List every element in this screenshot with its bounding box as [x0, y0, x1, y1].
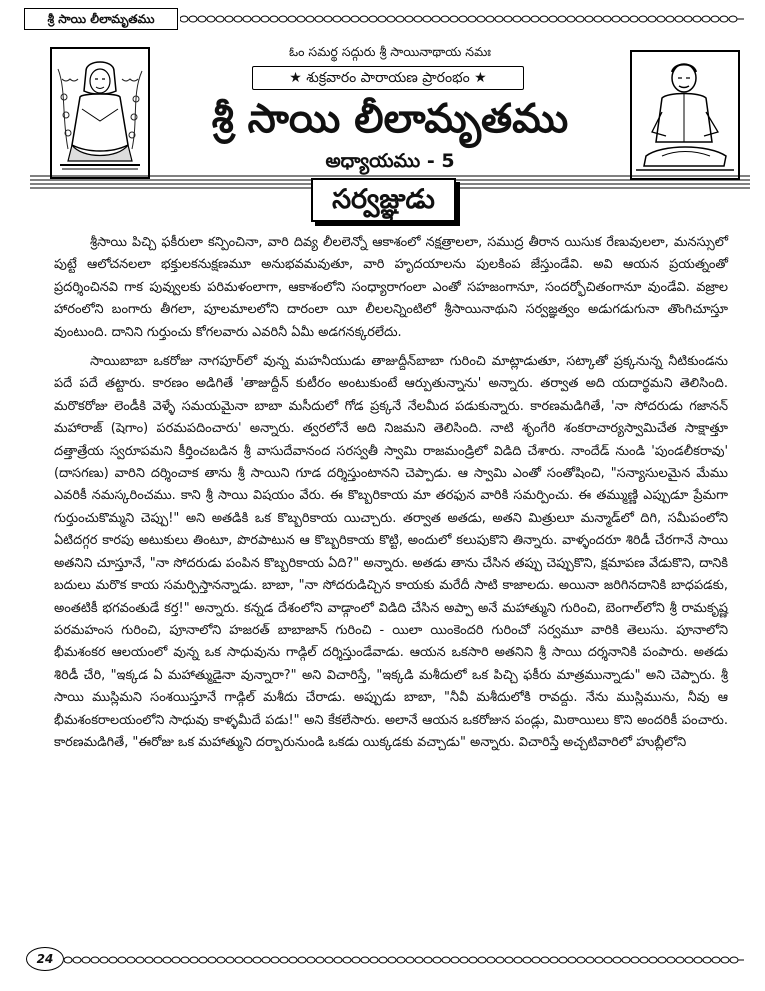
- chain-link: [415, 957, 423, 963]
- chain-link: [693, 16, 701, 22]
- chain-link: [262, 957, 270, 963]
- chain-link: [513, 16, 521, 22]
- chain-link: [558, 16, 566, 22]
- paragraph: శ్రీసాయి పిచ్చి ఫకీరులా కన్పించినా, వారి దివ్య లీలలెన్నో ఆకాశంలో నక్షత్రాలలా, సముద్ర తీరాన యిసుక రేణువులలా, మనస్సులో పుట్టే ఆలోచనలలా భక్తులకనుక్షణమూ అనుభవమవుతూ, వారి హృదయాలను పులకింప జేస్తుండేవి. అవి ఆయన ప్రయత్నంతో ప్రదర్శించినవి గాక పువ్వులకు పరిమళంలాగా, ఆకాశంలోని సంధ్యారాగంలా ఎంతో సహజంగానూ, సందర్భోచితంగానూ వుండేవి. వజ్రాల హారంలోని బంగారు తీగలా, పూలమాలలోని దారంలా యీ లీలలన్నింటిలో శ్రీసాయినాథుని సర్వజ్ఞత్వం అడుగడుగునా తొంగిచూస్తూ వుంటుంది. దానిని గుర్తుంచు కోగలవారు ఎవరినీ ఏమీ అడగనక్కరలేదు.: [54, 235, 728, 340]
- chain-link: [423, 16, 431, 22]
- chain-link: [496, 957, 504, 963]
- chain-link: [288, 16, 296, 22]
- chain-link: [729, 16, 737, 22]
- chain-link: [73, 957, 81, 963]
- chain-link: [298, 957, 306, 963]
- chain-link: [504, 16, 512, 22]
- chain-link: [154, 957, 162, 963]
- chain-link: [360, 16, 368, 22]
- chain-link: [315, 16, 323, 22]
- chain-link: [676, 957, 684, 963]
- chain-link: [612, 16, 620, 22]
- chain-link: [694, 957, 702, 963]
- chain-link: [585, 16, 593, 22]
- chain-link: [730, 957, 738, 963]
- chain-link: [64, 957, 72, 963]
- chain-link: [370, 957, 378, 963]
- chain-link: [567, 16, 575, 22]
- chain-link: [630, 16, 638, 22]
- paragraph: సాయిబాబా ఒకరోజు నాగపూర్‌లో వున్న మహనీయుడు తాజుద్దీన్‌బాబా గురించి మాట్లాడుతూ, సట్కాతో ప్రక్కనున్న నీటికుండను పదే పదే తట్టారు. కారణం అడిగితే 'తాజుద్దీన్ కుటీరం అంటుకుంటే ఆర్పుతున్నాను' అన్నారు. తర్వాత అది యదార్థమని తెలిసింది. మరొకరోజు లెండీకి వెళ్ళే సమయమైనా బాబా మసీదులో గోడ ప్రక్కనే నేలమీద పడుకున్నారు. కారణమడిగితే, 'నా సోదరుడు గజానన్ మహారాజ్ (షెగాం) పరమపదించారు' అన్నారు. త్వరలోనే అది నిజమని తెలిసింది. నాటి శృంగేరి శంకరాచార్యస్వామిచేత సాక్షాత్తూ దత్తాత్రేయ స్వరూపమని కీర్తించబడిన శ్రీ వాసుదేవానంద సరస్వతీ స్వామి రాజమండ్రిలో విడిది చేశారు. నాందేడ్ నుండి 'పుండలీకరావు' (దాసగణు) వారిని దర్శించాక తాను శ్రీ సాయిని గూడ దర్శిస్తుంటానని చెప్పాడు. ఆ స్వామి ఎంతో సంతోషించి, "సన్యాసులమైన మేము ఎవరికీ నమస్కరించము. కాని శ్రీ సాయి విషయం వేరు. ఈ కొబ్బరికాయ మా తరఫున వారికి సమర్పించు. ఈ తమ్ముణ్ణి ఎప్పుడూ ప్రేమగా గుర్తుంచుకొమ్మని చెప్పు!" అని అతడికి ఒక కొబ్బరికాయ యిచ్చారు. తర్వాత అతడు, అతని మిత్రులూ మన్మాడ్‌లో దిగి, సమీపంలోని ఏటిదగ్గర కారపు అటుకులు తింటూ, పొరపాటున ఆ కొబ్బరికాయ కొట్టి, అందులో కలుపుకొని తిన్నారు. వాళ్ళందరూ శిరిడీ చేరగానే సాయి అతనిని చూస్తూనే, "నా సోదరుడు పంపిన కొబ్బరికాయ ఏది?" అన్నారు. అతడు తాను చేసిన తప్పు చెప్పుకొని, క్షమాపణ వేడుకొని, దానికి బదులు మరొక కాయ సమర్పిస్తానన్నాడు. బాబా, "నా సోదరుడిచ్చిన కాయకు మరేదీ సాటి కాజాలదు. అయినా జరిగినదానికి బాధపడకు, అంతటికీ భగవంతుడే కర్త!" అన్నారు. కన్నడ దేశంలోని వాడ్గాంలో విడిది చేసిన అప్పా అనే మహాత్ముని గురించి, బెంగాల్‌లోని శ్రీ రామకృష్ణ పరమహంస గురించి, పూనాలోని హజరత్ బాబాజాన్ గురించి - యిలా యింకెందరి గురించో సర్వమూ వారికి తెలుసు. పూనాలోని భీమశంకర ఆలయంలో వున్న ఒక సాధువును గాడ్గిల్ దర్శిస్తుండేవాడు. ఆయన ఒకసారి అతనిని శ్రీ సాయి దర్శనానికి పంపారు. అతడు శిరిడీ చేరి, "ఇక్కడ ఏ మహాత్ముడైనా వున్నారా?" అని విచారిస్తే, "ఇక్కడి మశీదులో ఒక పిచ్చి ఫకీరు మాత్రమున్నాడు" అని చెప్పారు. శ్రీ సాయి ముస్లిమని సంశయిస్తూనే గాడ్గిల్ మశీదు చేరాడు. అప్పుడు బాబా, "నీవీ మశీదులోకి రావద్దు. నేను ముస్లిమును, నీవు ఆ భీమశంకరాలయంలోని సాధువు కాళ్ళమీదే పడు!" అని కేకలేసారు. అలానే ఆయన ఒకరోజున పండ్లు, మిఠాయిలు కొని అందరికీ పంచారు. కారణమడిగితే, "ఈరోజు ఒక మహాత్ముని దర్బారునుండి ఒకడు యిక్కడకు వచ్చాడు" అన్నారు. విచారిస్తే అచ్చటివారిలో హుబ్లీలోని: [54, 354, 728, 750]
- chain-link: [244, 957, 252, 963]
- chain-link: [208, 957, 216, 963]
- chain-link: [459, 16, 467, 22]
- chain-link: [109, 957, 117, 963]
- chain-link: [325, 957, 333, 963]
- chain-link: [685, 957, 693, 963]
- chain-link: [586, 957, 594, 963]
- chain-link: [477, 16, 485, 22]
- chain-link: [243, 16, 251, 22]
- chain-link: [442, 957, 450, 963]
- chain-link: [531, 16, 539, 22]
- book-title: శ్రీ సాయి లీలామృతము: [211, 96, 569, 142]
- chain-link: [514, 957, 522, 963]
- chain-link: [271, 957, 279, 963]
- chain-link: [343, 957, 351, 963]
- chain-link: [432, 16, 440, 22]
- chain-link: [406, 957, 414, 963]
- chain-link: [666, 16, 674, 22]
- chain-link: [550, 957, 558, 963]
- chain-link: [541, 957, 549, 963]
- chain-link: [559, 957, 567, 963]
- chain-link: [640, 957, 648, 963]
- chain-link: [604, 957, 612, 963]
- chain-link: [487, 957, 495, 963]
- chain-link: [225, 16, 233, 22]
- chain-link: [675, 16, 683, 22]
- chain-link: [414, 16, 422, 22]
- chain-link: [91, 957, 99, 963]
- chain-link: [181, 957, 189, 963]
- book-tag: శ్రీ సాయి లీలామృతము: [24, 8, 178, 30]
- chain-link: [405, 16, 413, 22]
- chain-link: [261, 16, 269, 22]
- chain-link: [100, 957, 108, 963]
- chain-link: [639, 16, 647, 22]
- chain-link: [486, 16, 494, 22]
- chain-link: [378, 16, 386, 22]
- chain-link: [199, 957, 207, 963]
- chain-link: [189, 16, 197, 22]
- chain-link: [478, 957, 486, 963]
- sai-baba-portrait-icon: [50, 47, 150, 179]
- chain-border-icon: [180, 11, 744, 27]
- chain-link: [127, 957, 135, 963]
- chain-link: [333, 16, 341, 22]
- chain-link: [622, 957, 630, 963]
- chain-link: [703, 957, 711, 963]
- chain-link: [649, 957, 657, 963]
- chain-link: [532, 957, 540, 963]
- chapter-title: సర్వజ్ఞుడు: [311, 178, 456, 222]
- chain-link: [684, 16, 692, 22]
- chain-link: [279, 16, 287, 22]
- friday-banner: ★ శుక్రవారం పారాయణ ప్రారంభం ★: [252, 66, 524, 90]
- chain-link: [450, 16, 458, 22]
- invocation-line: ఓం సమర్థ సద్గురు శ్రీ సాయినాథాయ నమః: [288, 44, 492, 59]
- chain-link: [252, 16, 260, 22]
- chain-link: [540, 16, 548, 22]
- chain-link: [460, 957, 468, 963]
- chain-link: [234, 16, 242, 22]
- chain-link: [594, 16, 602, 22]
- chain-link: [316, 957, 324, 963]
- chain-link: [495, 16, 503, 22]
- chain-link: [307, 957, 315, 963]
- chain-link: [297, 16, 305, 22]
- chain-link: [270, 16, 278, 22]
- chain-link: [595, 957, 603, 963]
- chain-link: [549, 16, 557, 22]
- chain-link: [441, 16, 449, 22]
- chain-link: [613, 957, 621, 963]
- chain-link: [207, 16, 215, 22]
- chain-link: [577, 957, 585, 963]
- chain-link: [658, 957, 666, 963]
- chain-link: [603, 16, 611, 22]
- chain-link: [334, 957, 342, 963]
- chain-link: [433, 957, 441, 963]
- chain-link: [451, 957, 459, 963]
- chain-link: [424, 957, 432, 963]
- chain-link: [216, 16, 224, 22]
- chain-link: [172, 957, 180, 963]
- chain-link: [352, 957, 360, 963]
- chain-link: [136, 957, 144, 963]
- chain-link: [198, 16, 206, 22]
- chain-link: [712, 957, 720, 963]
- chain-link: [235, 957, 243, 963]
- chain-link: [387, 16, 395, 22]
- chapter-number: అధ్యాయము - 5: [325, 150, 455, 172]
- chain-link: [720, 16, 728, 22]
- chain-link: [505, 957, 513, 963]
- chain-link: [289, 957, 297, 963]
- chain-link: [253, 957, 261, 963]
- chain-link: [361, 957, 369, 963]
- chain-link: [369, 16, 377, 22]
- chain-link: [522, 16, 530, 22]
- chain-link: [702, 16, 710, 22]
- chain-link: [145, 957, 153, 963]
- chain-link: [721, 957, 729, 963]
- chain-link: [711, 16, 719, 22]
- chain-link: [648, 16, 656, 22]
- chain-link: [468, 16, 476, 22]
- chain-link: [226, 957, 234, 963]
- chain-link: [306, 16, 314, 22]
- chain-link: [396, 16, 404, 22]
- chain-link: [568, 957, 576, 963]
- author-portrait-icon: [630, 50, 740, 180]
- chain-link: [280, 957, 288, 963]
- chain-link: [657, 16, 665, 22]
- chain-link: [217, 957, 225, 963]
- chain-link: [621, 16, 629, 22]
- chain-border-icon: [64, 952, 744, 968]
- chain-link: [342, 16, 350, 22]
- chain-link: [388, 957, 396, 963]
- chain-link: [379, 957, 387, 963]
- chain-link: [667, 957, 675, 963]
- chain-link: [324, 16, 332, 22]
- chain-link: [118, 957, 126, 963]
- chain-link: [631, 957, 639, 963]
- chain-link: [180, 16, 188, 22]
- chain-link: [523, 957, 531, 963]
- chain-link: [576, 16, 584, 22]
- page-number: 24: [26, 947, 64, 971]
- chain-link: [351, 16, 359, 22]
- chain-link: [82, 957, 90, 963]
- chain-link: [397, 957, 405, 963]
- chain-link: [469, 957, 477, 963]
- body-text: [54, 232, 728, 754]
- chain-link: [190, 957, 198, 963]
- chain-link: [163, 957, 171, 963]
